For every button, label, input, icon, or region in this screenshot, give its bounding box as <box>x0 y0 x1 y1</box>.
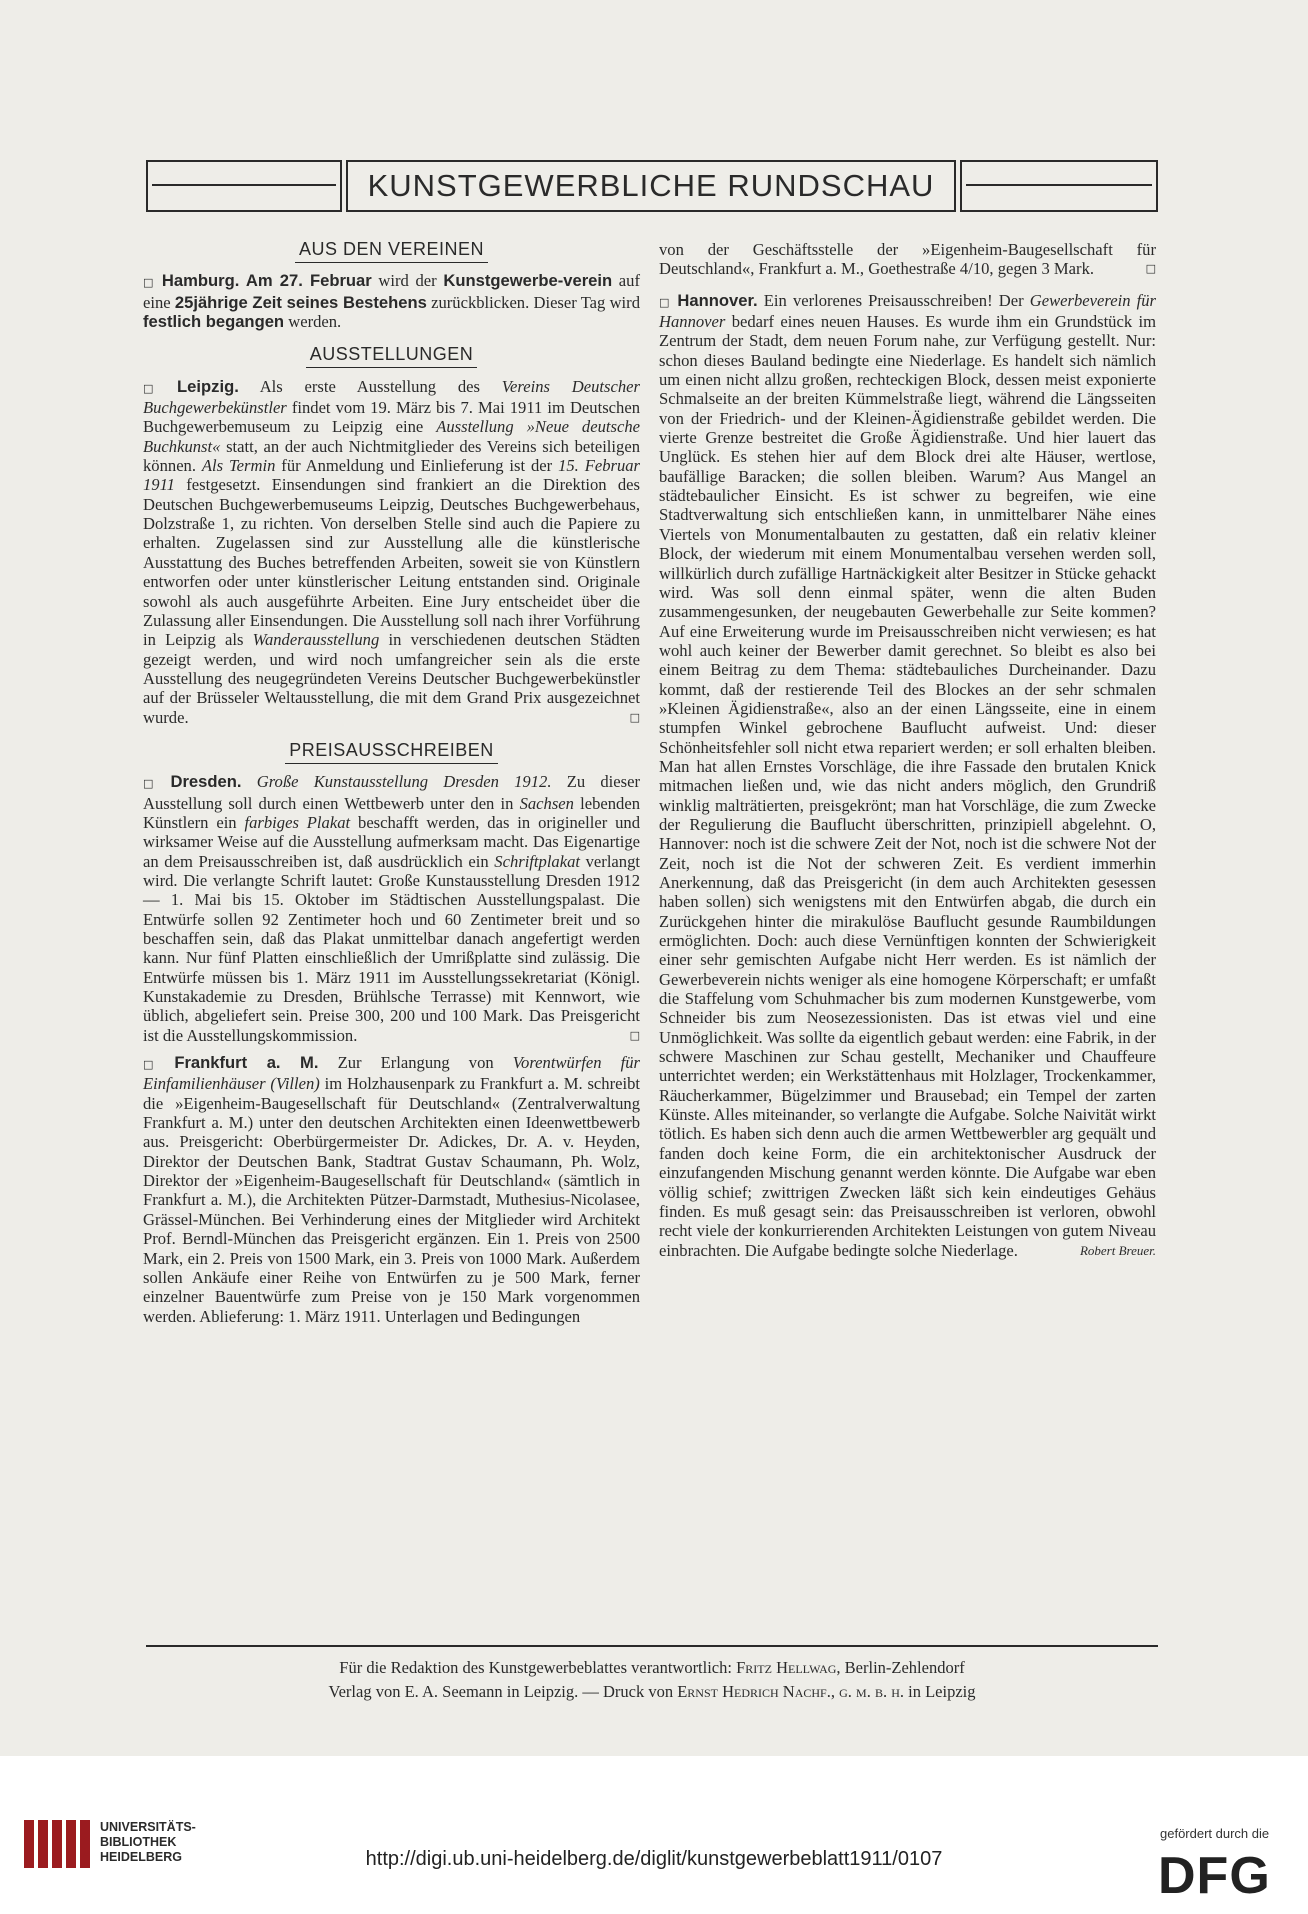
article-hannover: □ Hannover. Ein verlorenes Preisausschreiben! Der Gewerbeverein für Hannover bedarf eines neuen Hauses. Es wurde ihm ein Grundstück im Zentrum der Stadt, dem neuen Forum nahe, zur Verfügung gestellt. Nur: schon dieses Bauland bedingte eine Niederlage. Es handelt sich nämlich um einen nicht allzu großen, rechteckigen Block, dessen meist exponierte Schmalseite an der breiten Kümmelstraße liegt, während die Längsseiten von der Friedrich- und der Kleinen-Ägidienstraße gebildet werden. Die vierte Grenze bestreitet die Große Ägidienstraße. Und hier lauert das Unglück. Es stehen hier auf dem Block drei alte Häuser, wertlose, baufällige Baracken; die sollen bleiben. Warum? Aus Mangel an städtebaulicher Einsicht. Es ist schwer zu begreifen, wie eine Stadtverwaltung sich entschließen kann, in unmittelbarer Nähe eines Viertels von Monumentalbauten zu gestatten, daß ein relativ kleiner Block, der wiederum mit einem Monumentalbau versehen werden soll, willkürlich durch zufällige Hartnäckigkeit alter Besitzer in Stücke gehackt wird. Was soll denn einmal später, wenn die alten Buden zusammengesunken, der neugebauten Gewerbehalle zur Seite kommen? Auf eine Erweiterung wurde im Preisausschreiben nicht verwiesen; es hat wohl auch keiner der Bewerber damit gerechnet. So bleibt es also bei einem Beitrag zu dem Thema: städtebauliches Durcheinander. Dazu kommt, daß der restierende Teil des Blockes an der sehr schmalen »Kleinen Ägidienstraße«, also an der einen Längsseite, eine in einem stumpfen Winkel gebrochene Bauflucht aufweist. Und: dieser Schönheitsfehler soll nicht etwa repariert werden; er soll erhalten bleiben. Man hat allen Ernstes Vorschläge, die ihre Fassade den brutalen Knick mitmachen ließen und, wie das nicht anders möglich, den Grundriß winklig malträtierten, preisgekrönt; man hat Vorschläge, die zum Zwecke der Regulierung die Bauflucht überschritten, prinzipiell abgelehnt. O, Hannover: noch ist die schwere Zeit der Not, noch ist die schwere Not der Zeit, noch ist die Not der schweren Zeit. Es verdient immerhin Anerkennung, daß das Preisgericht (in dem auch Architekten gesessen haben sollen) sich wenigstens mit den Entwürfen abgab, die durch ein Zurückgehen hinter die mirakulöse Bauflucht gesunde Raumbildungen ermöglichten. Doch: auch diese Vernünftigen konnten der Schwierigkeit einer sehr gemischten Aufgabe nicht Herr werden. Es ist nämlich der Gewerbeverein nichts weniger als eine homogene Körperschaft; er umfaßt die Staffelung vom Schuhmacher bis zum modernen Kunstgewerbe, vom Schneider bis zum Neosezessionisten. Das ist etwas viel und eine Unmöglichkeit. Was sollte da eigentlich gebaut werden: eine Fabrik, in der schwere Maschinen zur Schau gestellt, Mechaniker und Chauffeure unterrichtet werden; ein Werkstättenhaus mit Holzlager, Trockenkammer, Räucherkammer, Bügelzimmer und Brausebad; ein Tempel der zarten Künste. Alles miteinander, so verlangte die Aufgabe. Solche Naivität wirkt tötlich. Es haben sich denn auch die armen Wettbewerbler arg gequält und fanden doch keine Form, die ein architektonischer Ausdruck der einzufangenden Mischung genannt werden könnte. Die Aufgabe war eben völlig schief; zwittrigen Zwecken läßt sich kein eindeutiges Gehäus finden. Es muß gesagt sein: das Preisausschreiben ist verloren, obwohl recht viele der konkurrierenden Architekten Leistungen von gutem Niveau einbrachten. Die Aufgabe bedingte solche Niederlage. Robert Breuer. <box>659 290 1156 1260</box>
square-bullet-icon: □ <box>143 1058 169 1072</box>
publisher-credit: Verlag von E. A. Seemann in Leipzig. — Druck von Ernst Hedrich Nachf., g. m. b. h. in Leipzig <box>328 1682 976 1701</box>
square-bullet-icon: □ <box>143 276 156 290</box>
square-bullet-icon: □ <box>143 381 172 395</box>
article-frankfurt-continued: von der Geschäftsstelle der »Eigenheim-Baugesellschaft für Deutschland«, Frankfurt a. M., Goethestraße 4/10, gegen 3 Mark. □ <box>659 240 1156 279</box>
author-signature: Robert Breuer. <box>1079 1242 1156 1258</box>
section-heading-preisausschreiben: PREISAUSSCHREIBEN <box>143 741 640 760</box>
article-dresden: □ Dresden. Große Kunstausstellung Dresden 1912. Zu dieser Ausstellung soll durch einen Wettbewerb unter den in Sachsen lebenden Künstlern ein farbiges Plakat beschafft werden, das in origineller und wirksamer Weise auf die Ausstellung aufmerksam macht. Das Eigenartige an dem Preisausschreiben ist, daß ausdrücklich ein Schriftplakat verlangt wird. Die verlangte Schrift lautet: Große Kunstausstellung Dresden 1912 — 1. Mai bis 15. Oktober im Städtischen Ausstellungspalast. Die Entwürfe sollen 92 Zentimeter hoch und 60 Zentimeter breit und so beschaffen sein, daß das Plakat unmittelbar danach angefertigt werden kann. Nur fünf Platten einschließlich der Umrißplatte sind zulässig. Die Entwürfe müssen bis 1. März 1911 im Ausstellungssekretariat (Königl. Kunstakademie zu Dresden, Brühlsche Terrasse) mit Kennwort, wie üblich, abgeliefert sein. Preise 300, 200 und 100 Mark. Das Preisgericht ist die Ausstellungskommission. □ <box>143 772 641 1045</box>
end-mark-icon: □ <box>629 710 640 724</box>
article-frankfurt: □ Frankfurt a. M. Zur Erlangung von Vorentwürfen für Einfamilienhäuser (Villen) im Holzhausenpark zu Frankfurt a. M. schreibt die »Eigenheim-Baugesellschaft für Deutschland« (Zentralverwaltung Frankfurt a. M.) unter den deutschen Architekten einen Ideenwettbewerb aus. Preisgericht: Oberbürgermeister Dr. Adickes, Dr. A. v. Heyden, Direktor der Deutschen Bank, Stadtrat Gustav Schaumann, Ph. Wolz, Direktor der »Eigenheim-Baugesellschaft für Deutschland« (sämtlich in Frankfurt a. M.), die Architekten Pützer-Darmstadt, Muthesius-Nicolasee, Grässel-München. Bei Verhinderung eines der Mitglieder wird Architekt Prof. Berndl-München das Preisgericht ergänzen. Ein 1. Preis von 2500 Mark, ein 2. Preis von 1500 Mark, ein 3. Preis von 1000 Mark. Außerdem sollen Ankäufe einer Reihe von Entwürfen zu je 500 Mark, ferner einzelner Bauentwürfe zum Preise von je 150 Mark vorgenommen werden. Ablieferung: 1. März 1911. Unterlagen und Bedingungen <box>143 1053 640 1326</box>
article-leipzig: □ Leipzig. Als erste Ausstellung des Vereins Deutscher Buchgewerbekünstler findet vom 19. März bis 7. Mai 1911 im Deutschen Buchgewerbemuseum zu Leipzig eine Ausstellung »Neue deutsche Buchkunst« statt, an der auch Nichtmitglieder des Vereins sich beteiligen können. Als Termin für Anmeldung und Einlieferung ist der 15. Februar 1911 festgesetzt. Einsendungen sind frankiert an die Direktion des Deutschen Buchgewerbemuseums Leipzig, Deutsches Buchgewerbehaus, Dolzstraße 1, zu richten. Von derselben Stelle sind auch die Papiere zu erhalten. Zugelassen sind zur Ausstellung alle die künstlerische Ausstattung des Buches betreffenden Arbeiten, soweit sie von Künstlern entworfen oder unter künstlerischer Leitung entstanden sind. Originale sowohl als auch ausgeführte Arbeiten. Eine Jury entscheidet über die Zulassung aller Einsendungen. Die Ausstellung soll nach ihrer Vorführung in Leipzig als Wanderausstellung in verschiedenen deutschen Städten gezeigt werden, und wird noch umfangreicher sein als die erste Ausstellung des neugegründeten Vereins Deutscher Buchgewerbekünstler auf der Brüsseler Weltausstellung, die mit dem Grand Prix ausgezeichnet wurde. □ <box>143 376 641 727</box>
library-name: UNIVERSITÄTS- BIBLIOTHEK HEIDELBERG <box>100 1820 196 1864</box>
banner-left-frame <box>146 160 342 212</box>
header-banner <box>146 160 1158 212</box>
left-column <box>143 240 640 1326</box>
banner-left-rule <box>152 184 336 186</box>
end-mark-icon: □ <box>1145 262 1156 276</box>
section-heading-ausstellungen: AUSSTELLUNGEN <box>143 345 640 364</box>
square-bullet-icon: □ <box>143 777 165 791</box>
end-mark-icon: □ <box>629 1028 640 1042</box>
digitization-footer <box>0 1756 1308 1914</box>
section-heading-vereinen: AUS DEN VEREINEN <box>143 240 640 259</box>
editor-credit: Für die Redaktion des Kunstgewerbeblattes verantwortlich: Fritz Hellwag, Berlin-Zehlendorf <box>339 1658 965 1677</box>
page-title: KUNSTGEWERBLICHE RUNDSCHAU <box>346 160 956 212</box>
right-column <box>659 240 1156 1260</box>
funding-label: gefördert durch die <box>1160 1826 1270 1841</box>
dfg-logo: DFG <box>1158 1847 1271 1905</box>
source-url-link[interactable]: http://digi.ub.uni-heidelberg.de/diglit/kunstgewerbeblatt1911/0107 <box>365 1848 943 1870</box>
banner-right-rule <box>966 184 1152 186</box>
banner-right-frame <box>960 160 1158 212</box>
footer-rule <box>146 1645 1158 1647</box>
square-bullet-icon: □ <box>659 295 672 309</box>
article-hamburg: □ Hamburg. Am 27. Februar wird der Kunstgewerbe-verein auf eine 25jährige Zeit seines Bestehens zurückblicken. Dieser Tag wird festlich begangen werden. <box>143 271 640 332</box>
